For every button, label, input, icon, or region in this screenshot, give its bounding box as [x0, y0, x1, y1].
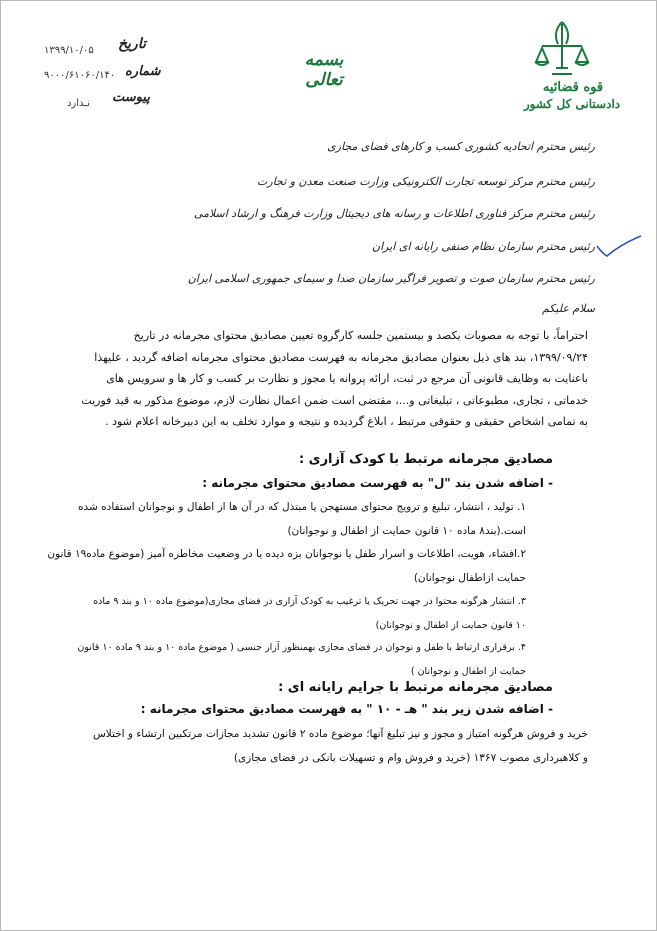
intro-line: به تمامی اشخاص حقیقی و حقوقی مرتبط ، ابلاغ گردیده و نتیجه و موارد تخلف به این دبیرخانه اعلام شود .: [105, 415, 588, 429]
list-item: [60, 590, 526, 638]
recipient-5: رئیس محترم سازمان صوت و تصویر فراگیر سازمان صدا و سیمای جمهوری اسلامی ایران: [187, 272, 595, 285]
org-sub-name: دادستانی کل کشور: [523, 97, 621, 111]
section1-subtitle: - اضافه شدن بند "ل" به فهرست مصادیق محتوای مجرمانه :: [202, 476, 553, 490]
list-item-line: ۲.افشاء، هویت، اطلاعات و اسرار طفل یا نوجوانان بزه دیده یا در وضعیت مخاطره آمیز (موضوع ماده۱۹ قانون: [47, 548, 526, 560]
intro-line: باعنایت به وظایف قانونی آن مرجع در ثبت، ارائه پروانه یا مجوز و نظارت بر کسب و کار ها و سرویس های: [106, 372, 588, 386]
list-item-line: حمایت از اطفال و نوجوانان ): [410, 666, 526, 677]
attachment-label: پیوست: [112, 90, 150, 105]
attachment-value: نـدارد: [66, 98, 90, 109]
recipient-1: رئیس محترم اتحادیه کشوری کسب و کارهای فضای مجازی: [327, 140, 595, 153]
section2-subtitle: - اضافه شدن زیر بند " هـ - ۱۰ " به فهرست مصادیق محتوای مجرمانه :: [140, 702, 553, 716]
number-label: شماره: [125, 64, 161, 79]
recipient-2: رئیس محترم مرکز توسعه تجارت الکترونیکی وزارت صنعت معدن و تجارت: [257, 175, 595, 188]
intro-line: ۱۳۹۹/۰۹/۲۴، بند های ذیل بعنوان مصادیق مجرمانه به فهرست مصادیق محتوای مجرمانه اضافه گردید ، علیهذا: [94, 350, 588, 364]
list-item-line: ۱. تولید ، انتشار، تبلیغ و ترویج محتوای مستهجن یا مبتذل که در آن ها از اطفال و نوجوانان استفاده شده: [78, 501, 526, 513]
list-item: [60, 636, 526, 684]
intro-line: احتراماً، با توجه به مصوبات یکصد و بیستمین جلسه کارگروه تعیین مصادیق محتوای مجرمانه در تاریخ: [133, 329, 588, 342]
date-value: ۱۳۹۹/۱۰/۰۵: [44, 45, 94, 56]
judiciary-emblem-icon: [532, 18, 592, 80]
intro-paragraph: [70, 325, 588, 433]
list-item-line: حمایت ازاطفال نوجوانان): [413, 572, 526, 584]
check-mark-icon: [595, 232, 645, 258]
recipient-4: رئیس محترم سازمان نظام صنفی رایانه ای ایران: [372, 240, 595, 253]
date-label: تاریخ: [118, 36, 146, 52]
org-name: قوه قضائیه: [542, 80, 604, 95]
section2-line: و کلاهبرداری مصوب ۱۳۶۷ (خرید و فروش وام و تسهیلات بانکی در فضای مجازی): [233, 752, 588, 764]
list-item-line: ۴. برقراری ارتباط با طفل و نوجوان در فضای مجازی بهمنظور آزار جنسی ( موضوع ماده ۱۰ و بند ۹ ماده ۱۰ قانون: [77, 642, 526, 653]
section1-title: مصادیق مجرمانه مرتبط با کودک آزاری :: [298, 452, 553, 467]
number-value: ۹۰۰۰/۶۱۰۶۰/۱۴۰: [44, 70, 116, 81]
section2-line: خرید و فروش هرگونه امتیاز و مجوز و نیز تبلیغ آنها؛ موضوع ماده ۲ قانون تشدید مجازات مرتکبین ارتشاء و اختلاس: [92, 728, 588, 740]
bismillah: بسمه تعالی: [304, 50, 344, 90]
recipient-3: رئیس محترم مرکز فناوری اطلاعات و رسانه های دیجیتال وزارت فرهنگ و ارشاد اسلامی: [193, 207, 595, 220]
salutation: سلام علیکم: [541, 302, 595, 315]
section2-title: مصادیق مجرمانه مرتبط با جرایم رایانه ای :: [278, 680, 553, 695]
list-item-line: است.(بند۸ ماده ۱۰ قانون حمایت از اطفال و نوجوانان): [287, 525, 526, 537]
list-item: [60, 495, 526, 543]
intro-line: خدماتی ، تجاری، مطبوعاتی ، تبلیغاتی و...، مقتضی است ضمن اعمال نظارت لازم، موضوع مذکور به قید فوریت: [81, 393, 588, 407]
list-item: [47, 542, 526, 590]
list-item-line: ۱۰ قانون حمایت از اطفال و نوجوانان): [375, 620, 526, 631]
list-item-line: ۳. انتشار هرگونه محتوا در جهت تحریک یا ترغیب به کودک آزاری در فضای مجازی(موضوع ماده ۱۰ و بند ۹ ماده: [93, 596, 526, 607]
section2-text: [64, 722, 588, 770]
